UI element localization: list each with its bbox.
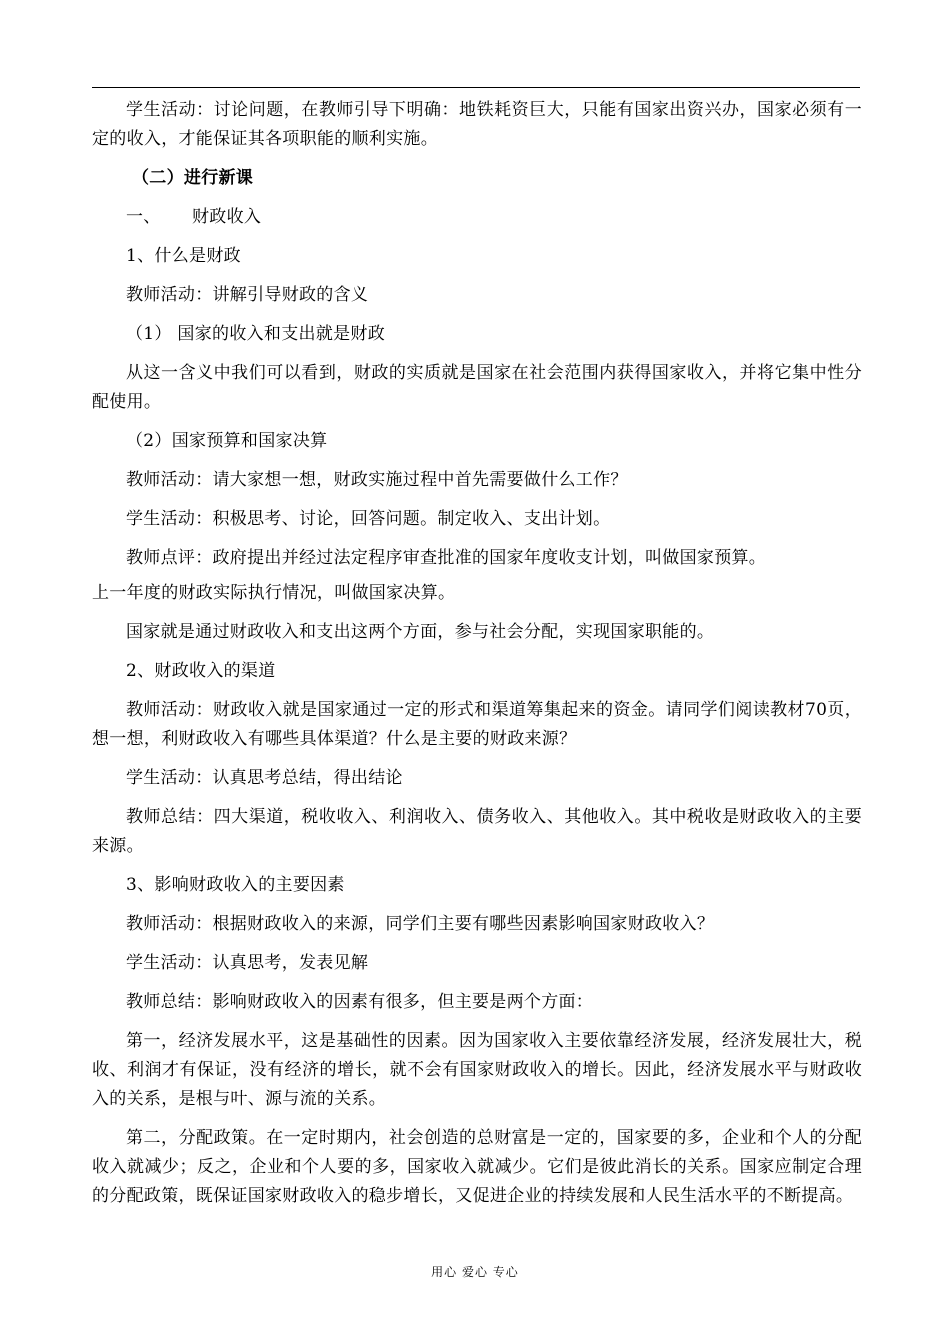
- heading-fiscal-revenue: [92, 203, 862, 232]
- paragraph-teacher-factors-question: 教师活动：根据财政收入的来源，同学们主要有哪些因素影响国家财政收入？: [126, 914, 715, 934]
- paragraph-student-think: 学生活动：认真思考，发表见解: [126, 953, 369, 973]
- paragraph-teacher-factors-summary: 教师总结：影响财政收入的因素有很多，但主要是两个方面：: [126, 992, 594, 1012]
- section-heading-new-lesson: （二）进行新课: [132, 168, 254, 188]
- subheading-revenue-channels: 2、财政收入的渠道: [126, 661, 276, 681]
- heading-number: 一、: [126, 207, 161, 227]
- paragraph-teacher-four-channels: 教师总结：四大渠道，税收收入、利润收入、债务收入、其他收入。其中税收是财政收入的主要来源。: [92, 807, 862, 856]
- paragraph-first-factor: 第一，经济发展水平，这是基础性的因素。因为国家收入主要依靠经济发展，经济发展壮大，税收、利润才有保证，没有经济的增长，就不会有国家财政收入的增长。因此，经济发展水平与财政收入的关系，是根与叶、源与流的关系。: [92, 1031, 862, 1109]
- page-footer: 用心 爱心 专心: [431, 1265, 519, 1279]
- subheading-what-is-finance: 1、什么是财政: [126, 246, 241, 266]
- heading-text: 财政收入: [192, 207, 262, 227]
- paragraph-teacher-question: 教师活动：请大家想一想，财政实施过程中首先需要做什么工作？: [126, 470, 628, 490]
- paragraph-student-answer: 学生活动：积极思考、讨论，回答问题。制定收入、支出计划。: [126, 509, 611, 529]
- subheading-influencing-factors: 3、影响财政收入的主要因素: [126, 875, 345, 895]
- paragraph-teacher-channels: 教师活动：财政收入就是国家通过一定的形式和渠道筹集起来的资金。请同学们阅读教材70页，想一想，利财政收入有哪些具体渠道？什么是主要的财政来源？: [92, 700, 862, 749]
- document-body: [92, 96, 862, 1221]
- paragraph-essence: 从这一含义中我们可以看到，财政的实质就是国家在社会范围内获得国家收入，并将它集中性分配使用。: [92, 363, 862, 412]
- point-2-budget: （2）国家预算和国家决算: [126, 431, 328, 451]
- paragraph-student-summary: 学生活动：认真思考总结，得出结论: [126, 768, 403, 788]
- paragraph-final-accounts: 上一年度的财政实际执行情况，叫做国家决算。: [92, 583, 456, 603]
- paragraph-teacher-comment: 教师点评：政府提出并经过法定程序审查批准的国家年度收支计划，叫做国家预算。: [126, 548, 767, 568]
- point-1-definition: （1） 国家的收入和支出就是财政: [126, 324, 386, 344]
- paragraph-participation: 国家就是通过财政收入和支出这两个方面，参与社会分配，实现国家职能的。: [126, 622, 715, 642]
- paragraph-second-factor: 第二，分配政策。在一定时期内，社会创造的总财富是一定的，国家要的多，企业和个人的分配收入就减少；反之，企业和个人要的多，国家收入就减少。它们是彼此消长的关系。国家应制定合理的分配政策，既保证国家财政收入的稳步增长，又促进企业的持续发展和人民生活水平的不断提高。: [92, 1128, 862, 1206]
- paragraph-student-activity-intro: 学生活动：讨论问题，在教师引导下明确：地铁耗资巨大，只能有国家出资兴办，国家必须有一定的收入，才能保证其各项职能的顺利实施。: [92, 100, 862, 149]
- header-rule: [92, 87, 860, 88]
- paragraph-teacher-explain: 教师活动：讲解引导财政的含义: [126, 285, 369, 305]
